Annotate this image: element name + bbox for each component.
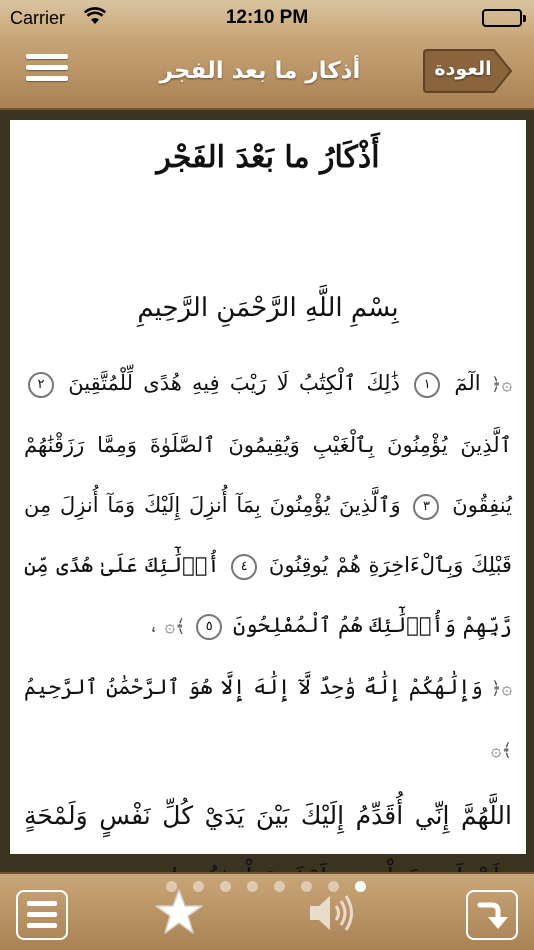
list-icon-bar (27, 912, 57, 917)
page-dot[interactable] (274, 881, 285, 892)
verse-text: ذَٰلِكَ ٱلْكِتَٰبُ لَا رَيْبَ فِيهِ هُدًى لِّلْمُتَّقِينَ (68, 371, 400, 395)
speaker-icon (306, 892, 356, 934)
verse-text: ٱلَّذِينَ يُؤْمِنُونَ بِٱلْغَيْبِ وَيُقِيمُونَ ٱلصَّلَوٰةَ وَمِمَّا رَزَقْنَٰهُمْ يُنفِقُونَ (24, 433, 512, 517)
ayah-number: ٥ (196, 614, 222, 640)
page-title: أذكار ما بعد الفجر (159, 58, 361, 84)
verse-text: أُو۟لَٰٓئِكَ عَلَىٰ هُدًى مِّن رَّبِّهِمْ وَأُو۟لَٰٓئِكَ هُمُ ٱلْمُفْلِحُونَ (24, 553, 512, 637)
carrier-label: Carrier (10, 8, 66, 28)
content-title: أَذْكَارُ ما بَعْدَ الفَجْر (156, 140, 380, 175)
ornament-icon: ﴾۞ ، (148, 616, 186, 637)
ornament-icon: ﴾۞ (490, 740, 512, 761)
page-dot[interactable] (301, 881, 312, 892)
menu-icon-bar (26, 76, 68, 81)
menu-icon-bar (26, 54, 68, 59)
verse-text: وَٱلَّذِينَ يُؤْمِنُونَ بِمَآ أُنزِلَ إِلَيْكَ وَمَآ أُنزِلَ مِن قَبْلِكَ وَبِٱلْءَاخِرَةِ هُمْ يُوقِنُونَ (24, 493, 512, 577)
page-dot[interactable] (220, 881, 231, 892)
list-button[interactable] (16, 890, 68, 940)
favorite-button[interactable] (154, 888, 204, 940)
page-dot-active[interactable] (355, 881, 366, 892)
basmala: بِسْمِ اللَّهِ الرَّحْمَنِ الرَّحِيمِ (137, 293, 399, 323)
turn-arrow-icon (476, 899, 510, 933)
ayah-number: ١ (414, 372, 440, 398)
ayah-number: ٣ (413, 494, 439, 520)
battery-icon (482, 9, 522, 27)
list-icon-bar (27, 923, 57, 928)
quran-verses (24, 353, 512, 781)
menu-button[interactable] (26, 54, 68, 88)
status-bar (0, 0, 534, 36)
ornament-icon: ۞﴿ (490, 678, 512, 699)
star-icon (154, 888, 204, 936)
list-icon-bar (27, 901, 57, 906)
dua-text: اللَّهُمَّ إِنِّي أُقَدِّمُ إِلَيْكَ بَيْنَ يَدَيْ كُلِّ نَفْسٍ وَلَمْحَةٍ (24, 801, 512, 830)
next-page-button[interactable] (466, 890, 518, 940)
verse-text: الٓمٓ (454, 371, 481, 395)
menu-icon-bar (26, 65, 68, 70)
verse-text: وَإِلَٰهُكُمْ إِلَٰهٌ وَٰحِدٌ لَّآ إِلَٰهَ إِلَّا هُوَ ٱلرَّحْمَٰنُ ٱلرَّحِيمُ (24, 675, 483, 699)
bottom-toolbar (0, 872, 534, 950)
page-dot[interactable] (247, 881, 258, 892)
ayah-number: ٤ (231, 554, 257, 580)
back-button[interactable] (422, 48, 514, 94)
page-dot[interactable] (328, 881, 339, 892)
ayah-number: ٢ (28, 372, 54, 398)
audio-button[interactable] (306, 892, 356, 938)
status-time: 12:10 PM (225, 7, 309, 28)
nav-bar (0, 36, 534, 110)
ornament-icon: ۞﴿ (490, 374, 512, 395)
back-label: العودة (434, 58, 492, 80)
content-panel[interactable] (10, 120, 526, 854)
